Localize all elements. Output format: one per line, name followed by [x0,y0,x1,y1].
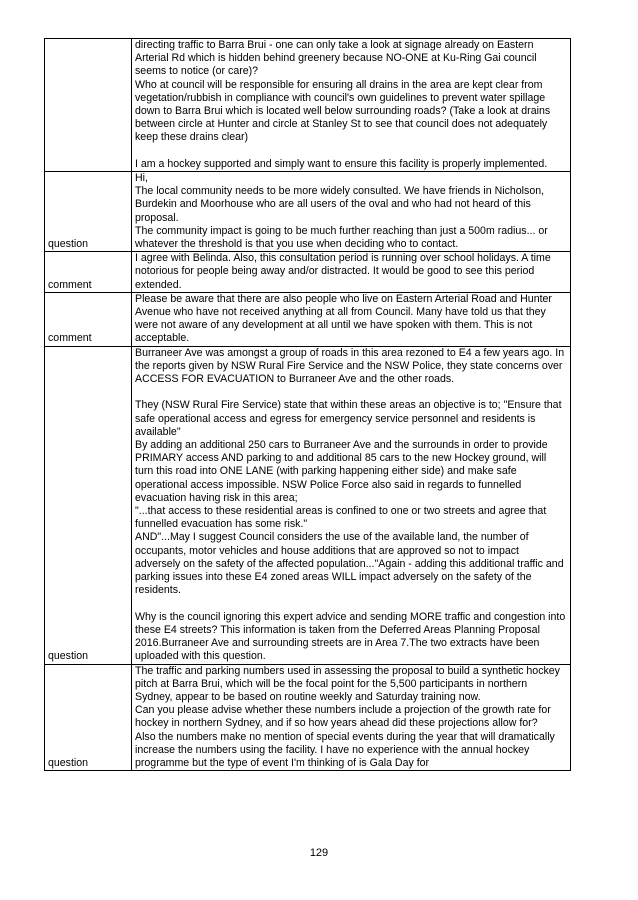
row-paragraph: I am a hockey supported and simply want to ensure this facility is properly implemented. [135,157,548,170]
row-paragraph: Hi, [135,172,148,185]
row-type [45,39,132,172]
paragraph-gap [135,145,567,158]
paragraph-gap [135,598,567,611]
row-paragraph: The community impact is going to be much further reaching than just a 500m radius... or whatever the threshold is that you use when deciding who to contact. [135,224,548,251]
table-row [45,346,571,664]
page-number: 129 [309,847,329,859]
row-text [132,664,571,771]
table-row [45,664,571,771]
row-type: question [45,346,132,664]
row-type: question [45,664,132,771]
row-paragraph: By adding an additional 250 cars to Burraneer Ave and the surrounds in order to provide PRIMARY access AND parking to and additional 85 cars to the new Hockey ground, will turn this road into ONE LANE (with parking happening either side) and make safe operational access impossible. NSW Police Force also said in regards to funnelled evacuation having risk in this area; [135,439,548,504]
row-type: comment [45,292,132,346]
row-paragraph: Who at council will be responsible for ensuring all drains in the area are kept clear from vegetation/rubbish in compliance with council's own guidelines to prevent water spillage down to Barra Brui which is located well below surrounding roads? (Take a look at drains between circle at Hunter and circle at Stanley St to see that council does not adequately keep these drains clear) [135,78,551,144]
row-paragraph: directing traffic to Barra Brui - one can only take a look at signage already on Eastern Arterial Rd which is hidden behind greenery because NO-ONE at Ku-Ring Gai council seems to notice (or care)? [135,39,537,78]
row-paragraph: They (NSW Rural Fire Service) state that within these areas an objective is to; "Ensure that safe operational access and egress for emergency service personnel and residents is available" [135,399,562,438]
row-paragraph: Why is the council ignoring this expert advice and sending MORE traffic and congestion into these E4 streets? This information is taken from the Deferred Areas Planning Proposal 2016.Burraneer Ave and surrounding streets are in Area 7.The two extracts have been uploaded with this question. [135,610,566,663]
row-text [132,172,571,252]
row-text [132,252,571,293]
row-text [132,346,571,664]
row-paragraph: Can you please advise whether these numbers include a projection of the growth rate for hockey in northern Sydney, and if so how years ahead did these projections allow for? [135,704,551,730]
row-paragraph: Please be aware that there are also people who live on Eastern Arterial Road and Hunter Avenue who have not received anything at all from Council. Many have told us that they were not aware of any development at all until we have spoken with them. This is not acceptable. [135,292,552,345]
table-row [45,252,571,293]
table-row [45,292,571,346]
row-type: comment [45,252,132,293]
row-type: question [45,172,132,252]
row-text [132,292,571,346]
row-paragraph: I agree with Belinda. Also, this consultation period is running over school holidays. A time notorious for people being away and/or distracted. It would be good to see this period extended. [135,252,551,291]
row-paragraph: Burraneer Ave was amongst a group of roads in this area rezoned to E4 a few years ago. In the reports given by NSW Rural Fire Service and the NSW Police, they state concerns over ACCESS FOR EVACUATION to Burraneer Ave and the other roads. [135,346,565,386]
row-paragraph: "...that access to these residential areas is confined to one or two streets and agree that funnelled evacuation has some risk." [135,505,547,531]
submissions-table [44,38,571,771]
row-text [132,39,571,172]
row-paragraph: The traffic and parking numbers used in assessing the proposal to build a synthetic hockey pitch at Barra Brui, which will be the focal point for the 5,500 participants in northern Sydney, appear to be based on routine weekly and Saturday training now. [135,664,560,703]
paragraph-gap [135,386,567,399]
table-row [45,39,571,172]
row-paragraph: The local community needs to be more widely consulted. We have friends in Nicholson, Burdekin and Moorhouse who are all users of the oval and who had not heard of this proposal. [135,185,545,224]
row-paragraph: Also the numbers make no mention of special events during the year that will dramatically increase the numbers using the facility. I have no experience with the annual hockey programme but the type of event I'm thinking of is Gala Day for [135,730,555,769]
row-paragraph: AND"...May I suggest Council considers the use of the available land, the number of occupants, motor vehicles and house additions that are approved so not to impact adversely on the safety of the affected population..."Again - adding this additional traffic and parking issues into these E4 zoned areas WILL impact adversely on the safety of the residents. [135,531,564,597]
table-row [45,172,571,252]
